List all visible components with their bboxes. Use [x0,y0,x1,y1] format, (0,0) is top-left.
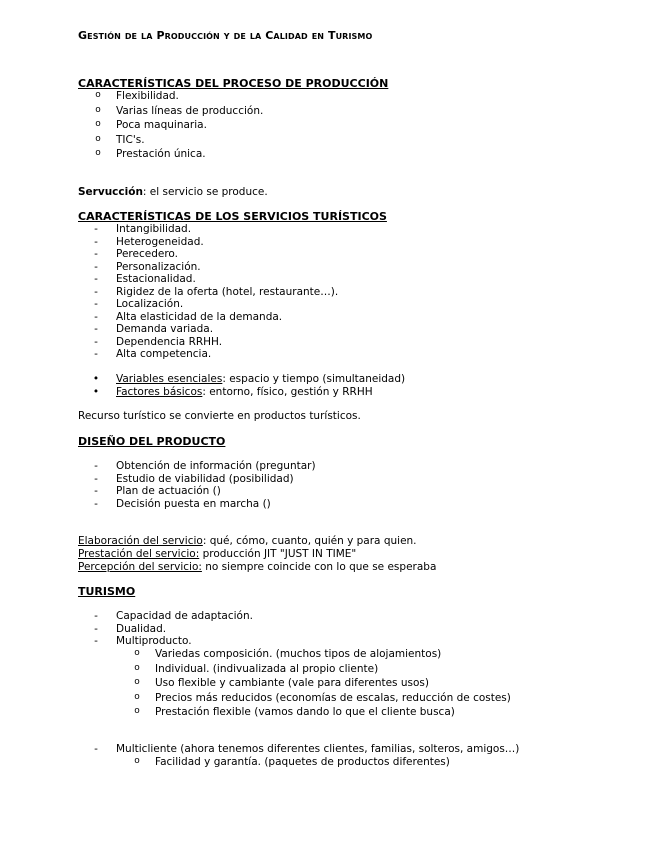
percepcion-term: Percepción del servicio: [78,561,202,573]
list-item-text: Uso flexible y cambiante (vale para diferentes usos) [155,677,429,689]
list-item-text: Dualidad. [116,622,167,635]
dash-marker: - [94,497,98,510]
dash-marker: - [94,622,98,635]
list-item-text: Intangibilidad. [116,223,192,235]
heading-servicios: CARACTERÍSTICAS DE LOS SERVICIOS TURÍSTICOS [78,210,387,223]
list-item-text: Flexibilidad. [116,90,179,102]
dash-marker: - [94,323,98,335]
list-item-text: Obtención de información (preguntar) [116,460,316,472]
heading-diseno: DISEÑO DEL PRODUCTO [78,435,226,448]
list-item-text: Individual. (indivualizada al propio cliente) [155,662,379,675]
list-item-text: Localización. [116,298,184,310]
list-item-text: Plan de actuación () [116,485,221,497]
list-item-text: Facilidad y garantía. (paquetes de productos diferentes) [155,756,450,768]
dash-marker: - [94,348,98,360]
dash-marker: - [94,472,98,485]
dash-marker: - [94,485,98,497]
circle-marker: o [134,691,140,702]
list-item-text: Multiproducto. [116,635,192,647]
servuccion-term: Servucción [78,186,143,198]
prestacion-term: Prestación del servicio: [78,548,200,560]
percepcion-line [78,561,436,573]
list-item-text: Decisión puesta en marcha () [116,497,271,510]
circle-marker: o [95,148,101,158]
bullet-marker: • [92,373,100,385]
percepcion-text: no siempre coincide con lo que se esperaba [201,561,437,573]
heading-turismo: TURISMO [78,585,136,598]
dash-marker: - [94,248,98,260]
list-item-text: Demanda variada. [116,323,214,335]
dash-marker: - [94,223,98,235]
circle-marker: o [134,756,140,766]
prestacion-line [78,548,356,560]
dash-marker: - [94,298,98,310]
multicliente-text: Multicliente (ahora tenemos diferentes clientes, familias, solteros, amigos…) [116,743,520,755]
dash-marker: - [94,260,98,273]
list-item-text: Heterogeneidad. [116,235,204,248]
elaboracion-text: : qué, cómo, cuanto, quién y para quien. [202,535,417,547]
list-item-text: Estudio de viabilidad (posibilidad) [116,472,294,485]
elaboracion-term: Elaboración del servicio [78,535,203,547]
dash-marker: - [94,335,98,348]
list-item-text: Personalización. [116,260,201,273]
elaboracion-line [78,535,417,547]
bullet-marker: • [92,386,100,398]
dash-marker: - [94,743,98,755]
dash-marker: - [94,460,98,472]
circle-marker: o [134,706,140,716]
dash-marker: - [94,610,98,622]
prestacion-text: producción JIT "JUST IN TIME" [199,548,357,560]
dash-marker: - [94,235,98,248]
list-item-text: Estacionalidad. [116,273,196,285]
circle-marker: o [134,648,140,658]
page-header: Gestión de la Producción y de la Calidad en Turismo [78,29,373,42]
circle-marker: o [95,90,101,100]
servuccion-paragraph [78,186,268,198]
dash-marker: - [94,310,98,323]
list-item-text: Capacidad de adaptación. [116,610,253,622]
variables-text: : espacio y tiempo (simultaneidad) [222,373,406,385]
list-item-text: Prestación única. [116,148,206,160]
list-item-text: Precios más reducidos (economías de escalas, reducción de costes) [155,691,511,704]
list-item-text: Perecedero. [116,248,178,260]
list-item-text: Dependencia RRHH. [116,335,223,348]
circle-marker: o [134,677,140,687]
dash-marker: - [94,285,98,298]
factores-text: : entorno, físico, gestión y RRHH [202,386,373,398]
dash-marker: - [94,273,98,285]
servuccion-text: : el servicio se produce. [142,186,268,198]
list-item-text: Alta elasticidad de la demanda. [116,310,283,323]
list-item-text: Prestación flexible (vamos dando lo que el cliente busca) [155,706,455,718]
list-item-text: Alta competencia. [116,348,212,360]
list-item-text: Poca maquinaria. [116,119,207,131]
list-item-text: Rigidez de la oferta (hotel, restaurante…). [116,285,339,298]
list-item-text: Varias líneas de producción. [116,104,264,117]
factores-term: Factores básicos [116,386,203,398]
circle-marker: o [95,133,101,144]
variables-term: Variables esenciales [116,373,223,385]
recurso-paragraph: Recurso turístico se convierte en productos turísticos. [78,410,361,422]
circle-marker: o [95,104,101,115]
circle-marker: o [95,119,101,129]
list-item-text: TIC's. [116,133,145,146]
circle-marker: o [134,662,140,673]
dash-marker: - [94,635,98,647]
heading-proceso: CARACTERÍSTICAS DEL PROCESO DE PRODUCCIÓN [78,77,389,90]
list-item-text: Variedas composición. (muchos tipos de alojamientos) [155,648,442,660]
